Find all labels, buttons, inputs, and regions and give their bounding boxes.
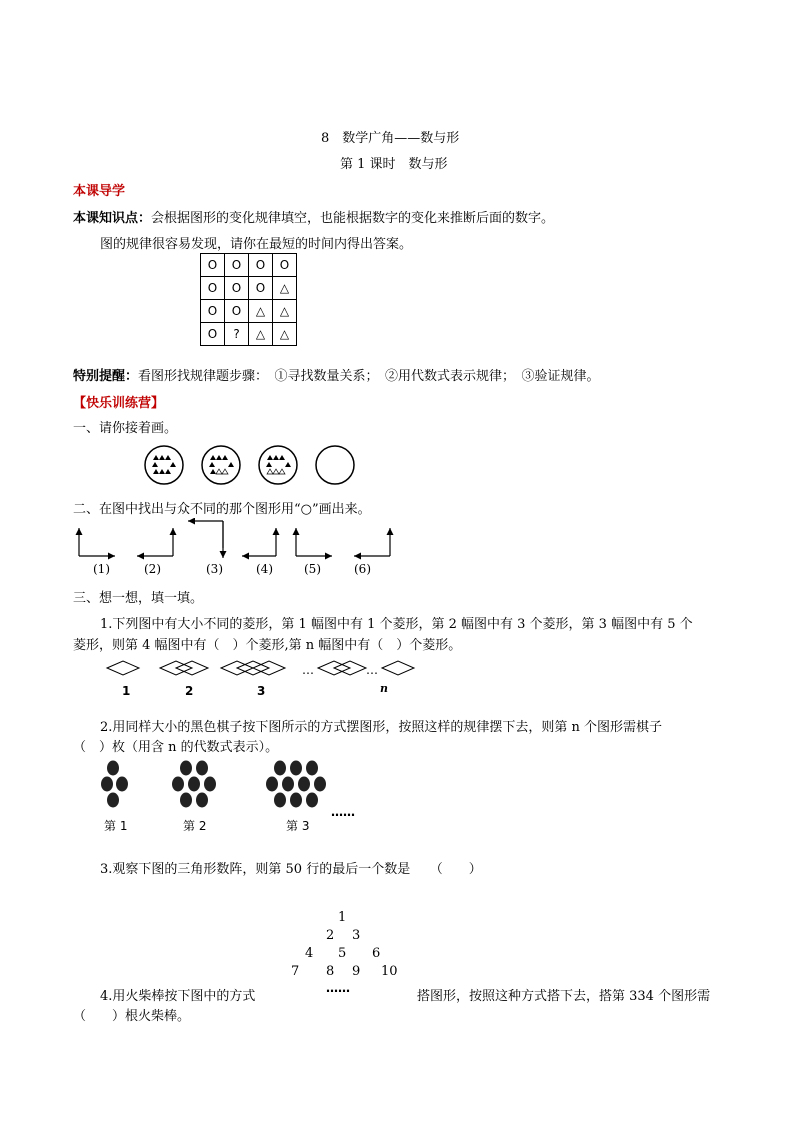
grid-cell: △ [249,300,273,323]
q3-part2-line1: 2.用同样大小的黑色棋子按下图所示的方式摆图形，按照这样的规律摆下去，则第 n 个图形需棋子 [100,720,663,735]
grid-cell: ? [225,323,249,346]
triangle-number: 10 [381,964,398,979]
q3-part1-line2: 菱形，则第 4 幅图中有（ ）个菱形,第 n 幅图中有（ ）个菱形。 [73,638,462,653]
triangle-number: 5 [338,946,347,961]
q3-part3-line: 3.观察下图的三角形数阵，则第 50 行的最后一个数是 （ ） [100,862,482,877]
arrow-figure-4[interactable] [242,528,276,556]
triangle-number: 3 [352,928,361,943]
arrow-label: (5) [304,562,321,576]
arrow-figure-6[interactable] [354,528,390,556]
knowledge-text: 会根据图形的变化规律填空，也能根据数字的变化来推断后面的数字。 [151,211,555,226]
circle-figure-3 [259,446,297,484]
triangle-number: 9 [352,964,361,979]
rhombus-ellipsis: … [366,663,378,677]
rhombus-label: 3 [257,684,266,698]
arrow-label: (4) [256,562,273,576]
rhombus-label: 1 [122,684,131,698]
arrow-figure-3[interactable] [188,521,223,558]
tip-label: 特别提醒： [73,369,139,384]
grid-cell: △ [249,323,273,346]
arrow-label: (1) [93,562,110,576]
page-subtitle: 第 1 课时 数与形 [340,157,448,172]
rhombus-figure-3 [221,661,285,675]
page-title: 8 数学广角——数与形 [321,131,460,146]
rhombus-label: 2 [185,684,194,698]
arrow-label: (3) [206,562,223,576]
grid-cell: O [201,277,225,300]
chess-ellipsis: …… [331,805,355,819]
question-3: 三、想一想，填一填。 [73,591,204,606]
chess-figure-3 [266,761,326,808]
grid-cell: O [201,254,225,277]
arrow-figure-1[interactable] [79,528,115,556]
q3-part4-line1b: 搭图形，按照这种方式搭下去，搭第 334 个图形需 [417,989,711,1004]
grid-cell: O [201,300,225,323]
rhombus-label: n [380,682,388,695]
q3-part1-line1: 1.下列图中有大小不同的菱形，第 1 幅图中有 1 个菱形，第 2 幅图中有 3 个菱形，第 3 幅图中有 5 个 [100,617,693,632]
guide-heading: 本课导学 [73,184,126,199]
tip-text: 看图形找规律题步骤： ①寻找数量关系； ②用代数式表示规律； ③验证规律。 [138,369,600,384]
grid-cell: △ [273,277,297,300]
arrow-figures [70,518,400,564]
knowledge-point [73,207,554,226]
q3-part4-line2: （ ）根火柴棒。 [73,1009,191,1024]
grid-cell: O [249,277,273,300]
arrow-label: (6) [354,562,371,576]
triangle-number: 7 [291,964,300,979]
triangle-number: 2 [326,928,335,943]
chess-label: 第 2 [183,819,207,833]
chess-label: 第 1 [104,819,128,833]
q3-part4-line1a: 4.用火柴棒按下图中的方式 [100,989,256,1004]
knowledge-label: 本课知识点： [73,211,152,226]
intro-text: 图的规律很容易发现，请你在最短的时间内得出答案。 [100,237,413,252]
rhombus-figure-1 [107,661,139,675]
arrow-figure-2[interactable] [137,528,173,556]
special-tip [73,365,600,384]
chess-figure-2 [172,761,216,808]
grid-cell: △ [273,323,297,346]
circle-figure-1 [145,446,183,484]
grid-cell: O [225,300,249,323]
question-1: 一、请你接着画。 [73,421,178,436]
triangle-number: 8 [326,964,335,979]
grid-cell: O [249,254,273,277]
grid-cell: O [273,254,297,277]
grid-cell: O [225,277,249,300]
arrow-label: (2) [144,562,161,576]
q3-part2-line2: （ ）枚（用含 n 的代数式表示）。 [73,740,279,755]
grid-cell: △ [273,300,297,323]
question-2: 二、在图中找出与众不同的那个图形用“○”画出来。 [73,502,371,517]
circle-figure-2 [202,446,240,484]
grid-cell: O [225,254,249,277]
grid-cell: O [201,323,225,346]
chess-piece-figures [98,760,348,810]
chess-figure-1 [101,761,128,808]
triangle-number: 6 [372,946,381,961]
practice-heading: 【快乐训练营】 [73,396,165,411]
rhombus-ellipsis: … [302,663,314,677]
rhombus-figure-2 [160,661,208,675]
triangle-number: 1 [338,910,347,925]
triangle-number: 4 [305,946,314,961]
circle-figure-blank[interactable] [316,446,354,484]
pattern-grid [200,253,297,346]
chess-label: 第 3 [286,819,310,833]
arrow-figure-5[interactable] [296,528,332,556]
matchstick-ellipsis: …… [326,981,350,995]
circle-sequence-figure [140,444,360,488]
